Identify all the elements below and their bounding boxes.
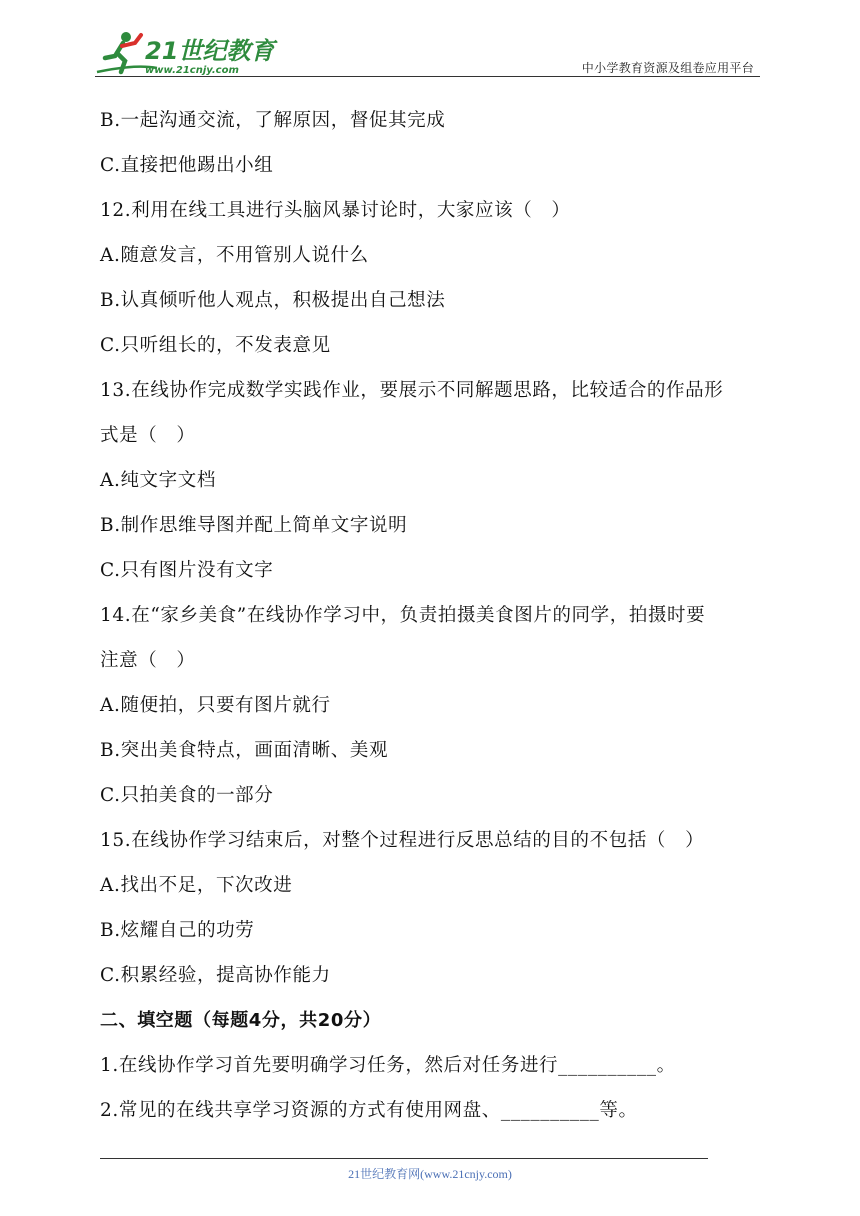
option-line: C.只有图片没有文字 [100, 560, 274, 581]
option-line: A.找出不足，下次改进 [100, 875, 293, 896]
logo-url: www.21cnjy.com [145, 65, 239, 76]
option-line: A.随便拍，只要有图片就行 [100, 695, 331, 716]
header-tagline: 中小学教育资源及组卷应用平台 [581, 61, 754, 75]
question-13-cont: 式是（ ） [100, 425, 196, 446]
question-14-cont: 注意（ ） [100, 650, 196, 671]
page-header [95, 28, 760, 80]
footer-divider [100, 1158, 708, 1159]
footer-source: 21世纪教育网(www.21cnjy.com) [348, 1167, 512, 1181]
option-line: C.直接把他踢出小组 [100, 155, 274, 176]
question-12: 12.利用在线工具进行头脑风暴讨论时，大家应该（ ） [100, 200, 571, 221]
option-line: A.随意发言，不用管别人说什么 [100, 245, 369, 266]
option-line: A.纯文字文档 [100, 470, 216, 491]
option-line: B.一起沟通交流，了解原因，督促其完成 [100, 110, 446, 131]
question-15: 15.在线协作学习结束后，对整个过程进行反思总结的目的不包括（ ） [100, 830, 705, 851]
fill-blank-2: 2.常见的在线共享学习资源的方式有使用网盘、__________等。 [100, 1100, 638, 1121]
option-line: C.只听组长的，不发表意见 [100, 335, 331, 356]
option-line: B.认真倾听他人观点，积极提出自己想法 [100, 290, 446, 311]
option-line: C.积累经验，提高协作能力 [100, 965, 331, 986]
option-line: C.只拍美食的一部分 [100, 785, 274, 806]
site-logo [95, 28, 275, 78]
question-14: 14.在“家乡美食”在线协作学习中，负责拍摄美食图片的同学，拍摄时要 [100, 605, 706, 626]
option-line: B.制作思维导图并配上简单文字说明 [100, 515, 408, 536]
question-13: 13.在线协作完成数学实践作业，要展示不同解题思路，比较适合的作品形 [100, 380, 724, 401]
document-body [100, 98, 765, 1133]
section-heading: 二、填空题（每题4分，共20分） [100, 1010, 382, 1031]
option-line: B.突出美食特点，画面清晰、美观 [100, 740, 389, 761]
logo-title: 21世纪教育 [145, 37, 275, 65]
option-line: B.炫耀自己的功劳 [100, 920, 255, 941]
fill-blank-1: 1.在线协作学习首先要明确学习任务，然后对任务进行__________。 [100, 1055, 676, 1076]
header-divider [95, 76, 760, 77]
